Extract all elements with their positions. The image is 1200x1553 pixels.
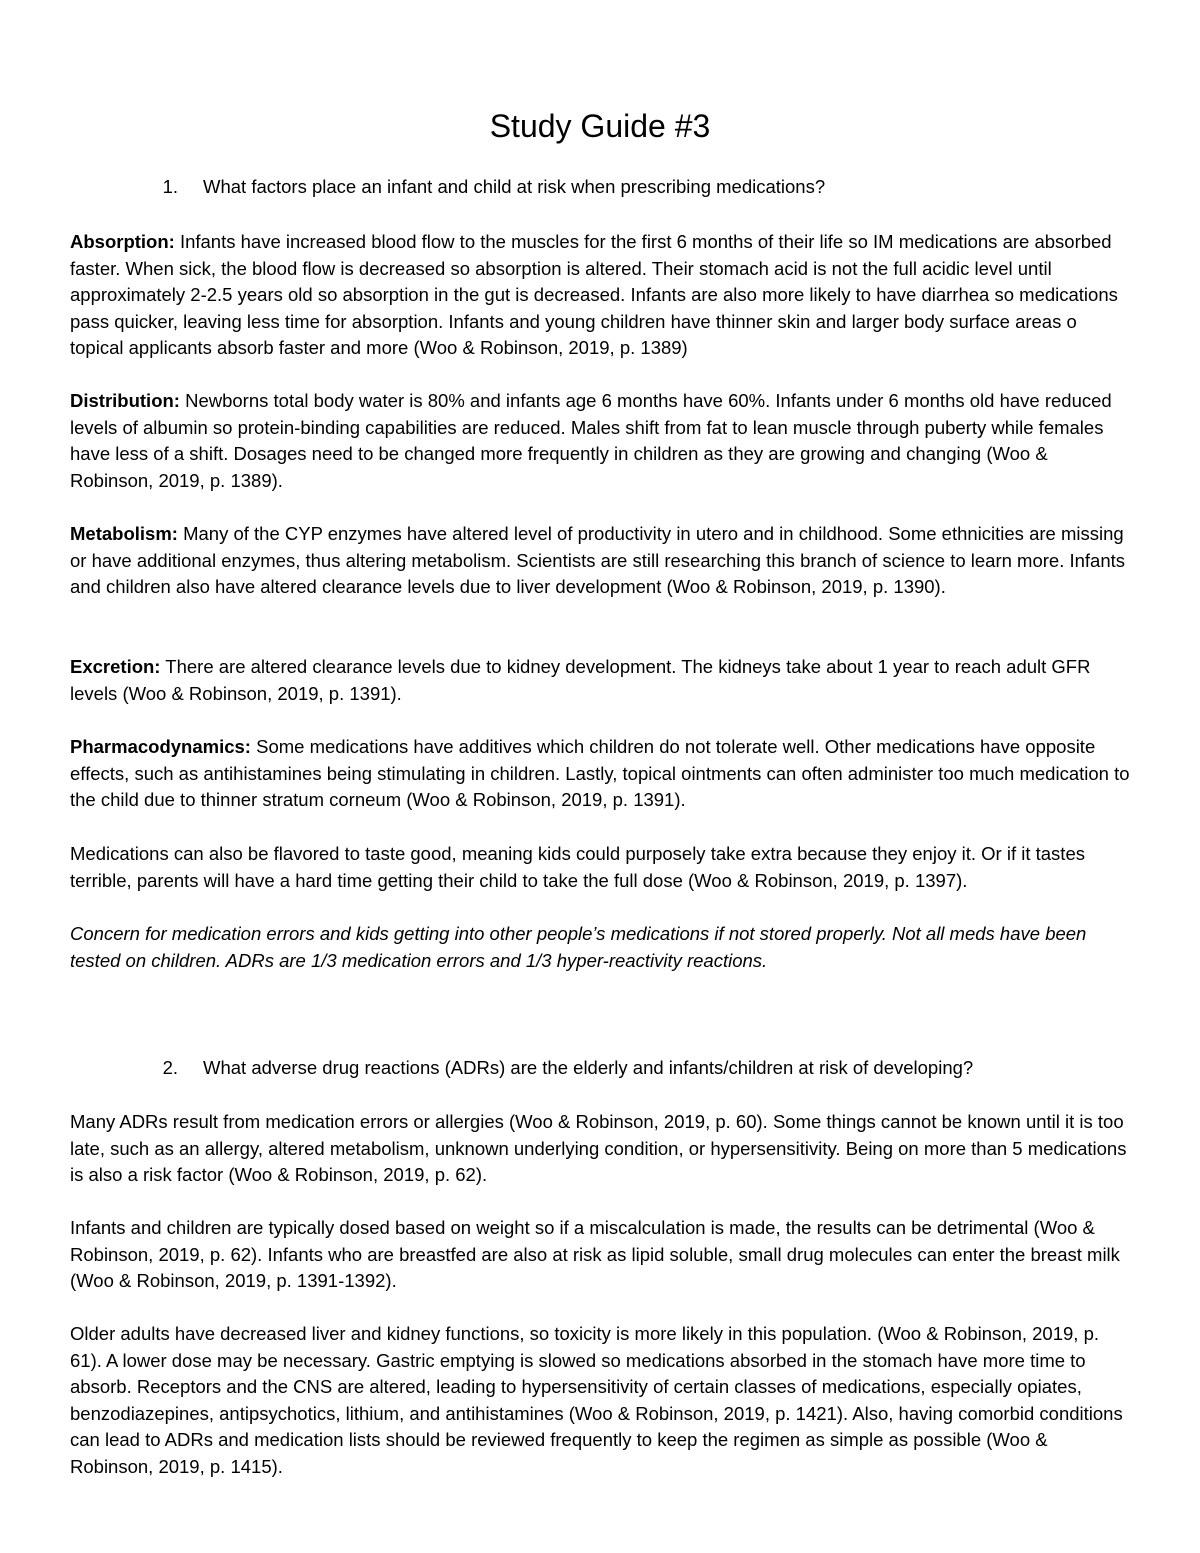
adrs-intro-paragraph: Many ADRs result from medication errors or allergies (Woo & Robinson, 2019, p. 60). Some things cannot be known until it is too late, such as an allergy, altered metabolism, unknown underlying condition, or hypersensitivity. Being on more than 5 medications is also a risk factor (Woo & Robinson, 2019, p. 62).	[70, 1111, 1127, 1185]
flavored-paragraph: Medications can also be flavored to taste good, meaning kids could purposely take extra because they enjoy it. Or if it tastes terrible, parents will have a hard time getting their child to take the full dose (Woo & Robinson, 2019, p. 1397).	[70, 843, 1085, 891]
metabolism-paragraph	[70, 521, 1130, 601]
question-2-text: What adverse drug reactions (ADRs) are the elderly and infants/children at risk of developing?	[203, 1057, 974, 1078]
question-1-text: What factors place an infant and child at risk when prescribing medications?	[203, 176, 826, 197]
metabolism-text: Many of the CYP enzymes have altered level of productivity in utero and in childhood. Some ethnicities are missing or have additional enzymes, thus altering metabolism. Scientists are still researching this branch of science to learn more. Infants and children also have altered clearance levels due to liver development (Woo & Robinson, 2019, p. 1390).	[70, 523, 1126, 597]
pharmacodynamics-text: Some medications have additives which children do not tolerate well. Other medications have opposite effects, such as antihistamines being stimulating in children. Lastly, topical ointments can often administer too much medication to the child due to thinner stratum corneum (Woo & Robinson, 2019, p. 1391).	[70, 736, 1130, 810]
absorption-text: Infants have increased blood flow to the muscles for the first 6 months of their life so IM medications are absorbed faster. When sick, the blood flow is decreased so absorption is altered. Their stomach acid is not the full acidic level until approximately 2-2.5 years old so absorption in the gut is decreased. Infants are also more likely to have diarrhea so medications pass quicker, leaving less time for absorption. Infants and young children have thinner skin and larger body surface areas o topical applicants absorb faster and more (Woo & Robinson, 2019, p. 1389)	[70, 231, 1118, 358]
pharmacodynamics-paragraph	[70, 734, 1130, 814]
excretion-paragraph	[70, 654, 1130, 707]
distribution-text: Newborns total body water is 80% and infants age 6 months have 60%. Infants under 6 months old have reduced levels of albumin so protein-binding capabilities are reduced. Males shift from fat to lean muscle through puberty while females have less of a shift. Dosages need to be changed more frequently in children as they are growing and changing (Woo & Robinson, 2019, p. 1389).	[70, 390, 1112, 491]
question-1	[70, 174, 1130, 201]
question-1-number: 1.	[162, 176, 178, 197]
question-2-number: 2.	[162, 1057, 178, 1078]
excretion-text: There are altered clearance levels due to kidney development. The kidneys take about 1 year to reach adult GFR levels (Woo & Robinson, 2019, p. 1391).	[70, 656, 1091, 704]
distribution-label: Distribution:	[70, 390, 180, 411]
document-title: Study Guide #3	[489, 108, 711, 144]
metabolism-label: Metabolism:	[70, 523, 178, 544]
concern-paragraph: Concern for medication errors and kids getting into other people’s medications if not stored properly. Not all meds have been tested on children. ADRs are 1/3 medication errors and 1/3 hyper-reactivity reactions.	[70, 923, 1087, 971]
excretion-label: Excretion:	[70, 656, 161, 677]
distribution-paragraph	[70, 388, 1130, 494]
pharmacodynamics-label: Pharmacodynamics:	[70, 736, 251, 757]
infants-children-paragraph: Infants and children are typically dosed based on weight so if a miscalculation is made, the results can be detrimental (Woo & Robinson, 2019, p. 62). Infants who are breastfed are also at risk as lipid soluble, small drug molecules can enter the breast milk (Woo & Robinson, 2019, p. 1391-1392).	[70, 1217, 1120, 1291]
question-2	[70, 1055, 1130, 1082]
absorption-label: Absorption:	[70, 231, 175, 252]
absorption-paragraph	[70, 229, 1130, 362]
older-adults-paragraph: Older adults have decreased liver and kidney functions, so toxicity is more likely in this population. (Woo & Robinson, 2019, p. 61). A lower dose may be necessary. Gastric emptying is slowed so medications absorbed in the stomach have more time to absorb. Receptors and the CNS are altered, leading to hypersensitivity of certain classes of medications, especially opiates, benzodiazepines, antipsychotics, lithium, and antihistamines (Woo & Robinson, 2019, p. 1421). Also, having comorbid conditions can lead to ADRs and medication lists should be reviewed frequently to keep the regimen as simple as possible (Woo & Robinson, 2019, p. 1415).	[70, 1323, 1123, 1477]
